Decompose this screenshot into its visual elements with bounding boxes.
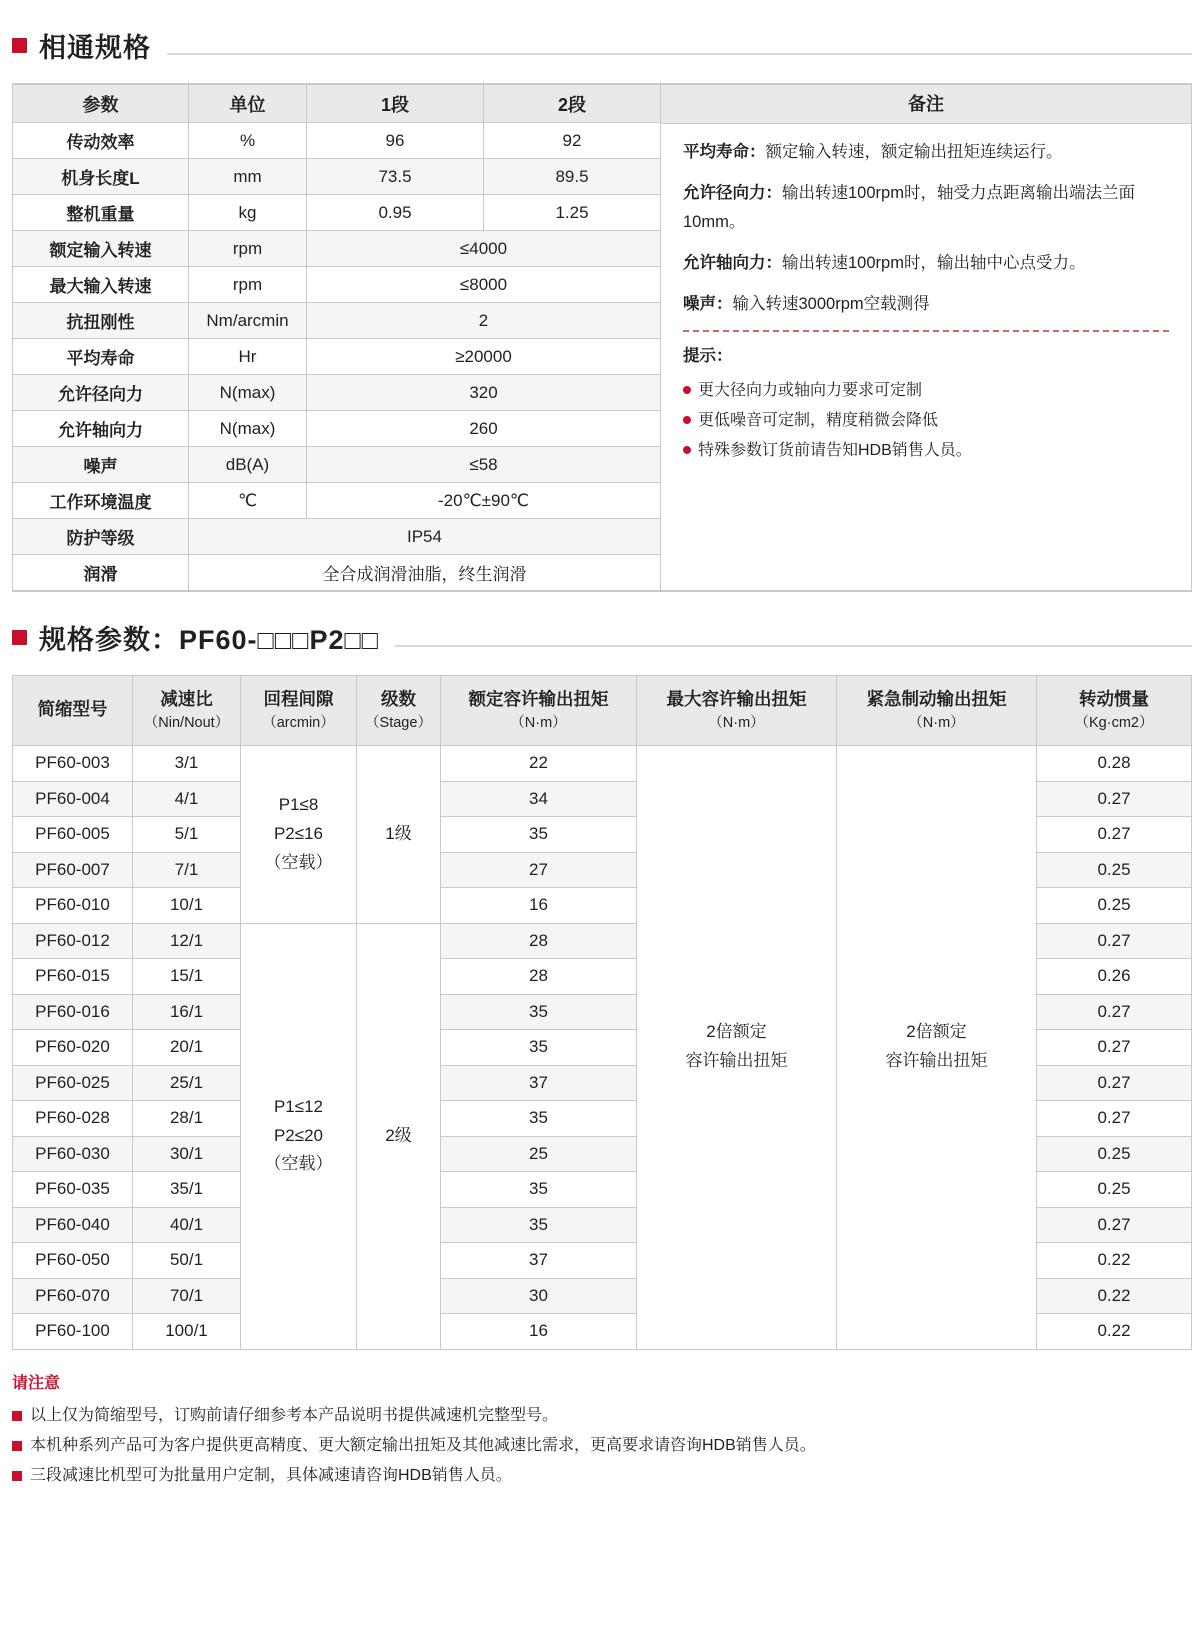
remark-label: 允许轴向力： <box>683 253 782 272</box>
remarks-body <box>661 124 1191 477</box>
cell-rated-torque: 37 <box>441 1243 637 1279</box>
cell-stage-2: 2级 <box>357 923 441 1349</box>
cell-ratio: 3/1 <box>133 746 241 782</box>
cell-stage1: 0.95 <box>307 195 484 231</box>
cell-rated-torque: 28 <box>441 923 637 959</box>
cell-rated-torque: 16 <box>441 1314 637 1350</box>
cell-ratio: 16/1 <box>133 994 241 1030</box>
cell-value-span: ≤58 <box>307 447 661 483</box>
footer-notes <box>12 1370 1192 1492</box>
th-model-name: 简缩型号 <box>37 698 108 719</box>
cell-param: 噪声 <box>13 447 189 483</box>
cell-ratio: 10/1 <box>133 888 241 924</box>
remark-text: 输入转速3000rpm空载测得 <box>732 294 930 313</box>
red-square-bullet-icon <box>12 38 27 53</box>
remarks-panel <box>661 84 1192 591</box>
cell-value-span-all: IP54 <box>189 519 661 555</box>
section1-title: 相通规格 <box>39 33 151 63</box>
th-stage-name: 级数 <box>381 688 416 709</box>
cell-rated-torque: 35 <box>441 994 637 1030</box>
table-row <box>13 519 661 555</box>
th-inertia-name: 转动惯量 <box>1079 688 1149 709</box>
tip-text: 更低噪音可定制，精度稍微会降低 <box>698 412 939 430</box>
cell-value-span: -20℃±90℃ <box>307 483 661 519</box>
footer-note-text: 以上仅为简缩型号，订购前请仔细参考本产品说明书提供减速机完整型号。 <box>30 1406 559 1424</box>
th-ratio <box>133 676 241 746</box>
th-model <box>13 676 133 746</box>
table-header-row <box>13 676 1192 746</box>
cell-value-span: ≤4000 <box>307 231 661 267</box>
remark-text: 输出转速100rpm时，轴受力点距离输出端法兰面10mm。 <box>683 183 1135 231</box>
table-header-row <box>13 85 661 123</box>
cell-inertia: 0.27 <box>1037 1207 1192 1243</box>
cell-ratio: 7/1 <box>133 852 241 888</box>
section-heading-compatible-specs <box>0 26 1204 65</box>
cell-inertia: 0.28 <box>1037 746 1192 782</box>
cell-rated-torque: 35 <box>441 1030 637 1066</box>
cell-model: PF60-012 <box>13 923 133 959</box>
cell-ratio: 50/1 <box>133 1243 241 1279</box>
cell-param: 传动效率 <box>13 123 189 159</box>
datasheet-page <box>0 26 1204 1492</box>
cell-inertia: 0.25 <box>1037 1172 1192 1208</box>
table-row <box>13 375 661 411</box>
cell-rated-torque: 35 <box>441 1172 637 1208</box>
cell-inertia: 0.27 <box>1037 1030 1192 1066</box>
cell-value-span-all: 全合成润滑油脂，终生润滑 <box>189 555 661 591</box>
cell-inertia: 0.26 <box>1037 959 1192 995</box>
remark-text: 输出转速100rpm时，输出轴中心点受力。 <box>782 253 1086 272</box>
remark-item <box>683 290 1169 319</box>
cell-ratio: 100/1 <box>133 1314 241 1350</box>
footer-note-line <box>12 1461 1192 1491</box>
heading-rule <box>167 53 1192 55</box>
cell-unit: rpm <box>189 267 307 303</box>
table-row <box>13 267 661 303</box>
cell-model: PF60-035 <box>13 1172 133 1208</box>
cell-inertia: 0.27 <box>1037 817 1192 853</box>
tip-item <box>683 407 1169 435</box>
cell-rated-torque: 34 <box>441 781 637 817</box>
remark-label: 平均寿命： <box>683 143 766 161</box>
table-row <box>13 447 661 483</box>
cell-param: 防护等级 <box>13 519 189 555</box>
cell-model: PF60-028 <box>13 1101 133 1137</box>
cell-value-span: 320 <box>307 375 661 411</box>
cell-unit: kg <box>189 195 307 231</box>
tip-text: 特殊参数订货前请告知HDB销售人员。 <box>698 442 972 460</box>
table-row <box>13 231 661 267</box>
cell-model: PF60-003 <box>13 746 133 782</box>
cell-ratio: 28/1 <box>133 1101 241 1137</box>
th-backlash <box>241 676 357 746</box>
footer-notes-title: 请注意 <box>12 1374 61 1392</box>
cell-rated-torque: 37 <box>441 1065 637 1101</box>
cell-rated-torque: 30 <box>441 1278 637 1314</box>
cell-rated-torque: 35 <box>441 817 637 853</box>
cell-model: PF60-100 <box>13 1314 133 1350</box>
cell-rated-torque: 22 <box>441 746 637 782</box>
cell-value-span: ≥20000 <box>307 339 661 375</box>
cell-unit: rpm <box>189 231 307 267</box>
dashed-divider <box>683 330 1169 332</box>
cell-param: 抗扭刚性 <box>13 303 189 339</box>
cell-ratio: 40/1 <box>133 1207 241 1243</box>
cell-model: PF60-020 <box>13 1030 133 1066</box>
remark-item <box>683 249 1169 278</box>
cell-inertia: 0.27 <box>1037 1101 1192 1137</box>
cell-model: PF60-005 <box>13 817 133 853</box>
cell-ratio: 35/1 <box>133 1172 241 1208</box>
cell-ratio: 5/1 <box>133 817 241 853</box>
cell-stage2: 89.5 <box>484 159 661 195</box>
spec-params-table <box>12 675 1192 1350</box>
table-row <box>13 159 661 195</box>
cell-unit: % <box>189 123 307 159</box>
cell-rated-torque: 35 <box>441 1207 637 1243</box>
cell-ratio: 4/1 <box>133 781 241 817</box>
cell-model: PF60-070 <box>13 1278 133 1314</box>
cell-param: 平均寿命 <box>13 339 189 375</box>
cell-ratio: 12/1 <box>133 923 241 959</box>
cell-value-span: ≤8000 <box>307 267 661 303</box>
cell-param: 额定输入转速 <box>13 231 189 267</box>
red-dot-icon <box>683 446 691 454</box>
cell-stage-1: 1级 <box>357 746 441 924</box>
th-brake-torque-unit: （N·m） <box>908 714 965 731</box>
cell-rated-torque: 28 <box>441 959 637 995</box>
cell-inertia: 0.25 <box>1037 1136 1192 1172</box>
th-rated-torque-unit: （N·m） <box>510 714 567 731</box>
compatible-specs-block <box>12 83 1192 592</box>
cell-model: PF60-007 <box>13 852 133 888</box>
remark-item <box>683 179 1169 237</box>
red-square-bullet-icon <box>12 1411 22 1421</box>
th-max-torque <box>637 676 837 746</box>
th-param: 参数 <box>13 85 189 123</box>
red-dot-icon <box>683 416 691 424</box>
cell-inertia: 0.25 <box>1037 888 1192 924</box>
remark-text: 额定输入转速，额定输出扭矩连续运行。 <box>765 143 1063 161</box>
cell-inertia: 0.27 <box>1037 923 1192 959</box>
cell-ratio: 25/1 <box>133 1065 241 1101</box>
cell-ratio: 30/1 <box>133 1136 241 1172</box>
red-dot-icon <box>683 386 691 394</box>
spec-params-block <box>12 675 1192 1350</box>
remarks-header: 备注 <box>661 85 1191 124</box>
section-heading-spec-params <box>0 618 1204 657</box>
th-unit: 单位 <box>189 85 307 123</box>
section2-title: 规格参数：PF60-□□□P2□□ <box>39 625 380 655</box>
cell-max-torque: 2倍额定 容许输出扭矩 <box>637 746 837 1350</box>
cell-param: 整机重量 <box>13 195 189 231</box>
cell-param: 允许轴向力 <box>13 411 189 447</box>
table-row <box>13 195 661 231</box>
th-inertia <box>1037 676 1192 746</box>
cell-rated-torque: 27 <box>441 852 637 888</box>
cell-unit: ℃ <box>189 483 307 519</box>
cell-model: PF60-010 <box>13 888 133 924</box>
red-square-bullet-icon <box>12 1471 22 1481</box>
cell-model: PF60-040 <box>13 1207 133 1243</box>
cell-param: 允许径向力 <box>13 375 189 411</box>
cell-inertia: 0.27 <box>1037 1065 1192 1101</box>
cell-inertia: 0.22 <box>1037 1314 1192 1350</box>
cell-ratio: 20/1 <box>133 1030 241 1066</box>
table-row <box>13 303 661 339</box>
red-square-bullet-icon <box>12 630 27 645</box>
heading-rule <box>395 645 1192 647</box>
table-row <box>13 483 661 519</box>
table-row <box>13 123 661 159</box>
th-stage-unit: （Stage） <box>365 714 432 731</box>
cell-rated-torque: 25 <box>441 1136 637 1172</box>
th-brake-torque-name: 紧急制动输出扭矩 <box>866 688 1007 709</box>
th-brake-torque <box>837 676 1037 746</box>
cell-ratio: 15/1 <box>133 959 241 995</box>
th-stage2: 2段 <box>484 85 661 123</box>
th-stage <box>357 676 441 746</box>
th-rated-torque-name: 额定容许输出扭矩 <box>468 688 609 709</box>
cell-inertia: 0.25 <box>1037 852 1192 888</box>
th-backlash-unit: （arcmin） <box>262 714 335 731</box>
cell-model: PF60-004 <box>13 781 133 817</box>
cell-stage2: 92 <box>484 123 661 159</box>
cell-backlash-2stage: P1≤12 P2≤20 （空载） <box>241 923 357 1349</box>
cell-inertia: 0.27 <box>1037 994 1192 1030</box>
tip-item <box>683 377 1169 405</box>
remark-label: 允许径向力： <box>683 183 782 202</box>
cell-param: 最大输入转速 <box>13 267 189 303</box>
th-ratio-name: 减速比 <box>160 688 213 709</box>
cell-param: 工作环境温度 <box>13 483 189 519</box>
th-ratio-unit: （Nin/Nout） <box>143 714 230 731</box>
cell-stage1: 73.5 <box>307 159 484 195</box>
cell-value-span: 2 <box>307 303 661 339</box>
cell-model: PF60-025 <box>13 1065 133 1101</box>
cell-param: 机身长度L <box>13 159 189 195</box>
tip-item <box>683 437 1169 465</box>
th-rated-torque <box>441 676 637 746</box>
cell-brake-torque: 2倍额定 容许输出扭矩 <box>837 746 1037 1350</box>
remark-label: 噪声： <box>683 294 733 313</box>
cell-stage2: 1.25 <box>484 195 661 231</box>
cell-unit: mm <box>189 159 307 195</box>
cell-unit: N(max) <box>189 411 307 447</box>
cell-model: PF60-050 <box>13 1243 133 1279</box>
cell-inertia: 0.27 <box>1037 781 1192 817</box>
table-row <box>13 746 1192 782</box>
cell-rated-torque: 16 <box>441 888 637 924</box>
cell-model: PF60-030 <box>13 1136 133 1172</box>
spec-params-body <box>13 746 1192 1350</box>
tips-title: 提示： <box>683 347 733 366</box>
compatible-specs-table <box>12 84 661 591</box>
remark-item <box>683 138 1169 167</box>
cell-inertia: 0.22 <box>1037 1243 1192 1279</box>
cell-ratio: 70/1 <box>133 1278 241 1314</box>
footer-note-text: 三段减速比机型可为批量用户定制，具体减速请咨询HDB销售人员。 <box>30 1467 512 1485</box>
cell-value-span: 260 <box>307 411 661 447</box>
footer-note-line <box>12 1401 1192 1431</box>
cell-model: PF60-016 <box>13 994 133 1030</box>
footer-note-text: 本机种系列产品可为客户提供更高精度、更大额定输出扭矩及其他减速比需求，更高要求请咨询HDB销售人员。 <box>30 1436 816 1454</box>
cell-stage1: 96 <box>307 123 484 159</box>
cell-backlash-1stage: P1≤8 P2≤16 （空载） <box>241 746 357 924</box>
compatible-specs-body <box>13 123 661 591</box>
th-inertia-unit: （Kg·cm2） <box>1074 714 1154 731</box>
red-square-bullet-icon <box>12 1441 22 1451</box>
cell-model: PF60-015 <box>13 959 133 995</box>
th-backlash-name: 回程间隙 <box>263 688 334 709</box>
table-row <box>13 339 661 375</box>
table-row <box>13 555 661 591</box>
cell-rated-torque: 35 <box>441 1101 637 1137</box>
footer-note-line <box>12 1431 1192 1461</box>
cell-unit: N(max) <box>189 375 307 411</box>
table-row <box>13 411 661 447</box>
th-max-torque-name: 最大容许输出扭矩 <box>666 688 807 709</box>
th-stage1: 1段 <box>307 85 484 123</box>
cell-inertia: 0.22 <box>1037 1278 1192 1314</box>
cell-param: 润滑 <box>13 555 189 591</box>
cell-unit: dB(A) <box>189 447 307 483</box>
cell-unit: Hr <box>189 339 307 375</box>
cell-unit: Nm/arcmin <box>189 303 307 339</box>
th-max-torque-unit: （N·m） <box>708 714 765 731</box>
tip-text: 更大径向力或轴向力要求可定制 <box>698 382 923 400</box>
